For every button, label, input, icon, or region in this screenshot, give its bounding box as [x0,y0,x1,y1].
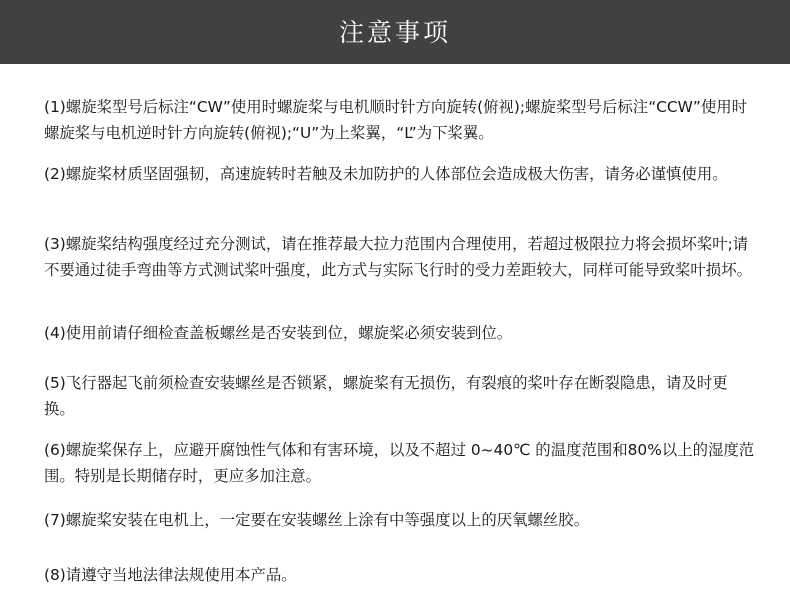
note-item-4: (4)使用前请仔细检查盖板螺丝是否安装到位，螺旋桨必须安装到位。 [44,324,513,342]
note-item-1: (1)螺旋桨型号后标注“CW”使用时螺旋桨与电机顺时针方向旋转(俯视);螺旋桨型号后标注“CCW”使用时螺旋桨与电机逆时针方向旋转(俯视);“U”为上桨翼，“L”为下桨翼。 [44,98,748,142]
note-item-6: (6)螺旋桨保存上，应避开腐蚀性气体和有害环境，以及不超过 0~40℃ 的温度范围和80%以上的湿度范围。特别是长期储存时，更应多加注意。 [44,441,755,485]
note-item-3: (3)螺旋桨结构强度经过充分测试，请在推荐最大拉力范围内合理使用，若超过极限拉力将会损坏桨叶;请不要通过徒手弯曲等方式测试桨叶强度，此方式与实际飞行时的受力差距较大，同样可能导致桨叶损坏。 [44,235,752,279]
note-item-8: (8)请遵守当地法律法规使用本产品。 [44,566,297,584]
note-item-5: (5)飞行器起飞前须检查安装螺丝是否锁紧，螺旋桨有无损伤，有裂痕的桨叶存在断裂隐患，请及时更换。 [44,374,728,418]
page-title: 注意事项 [338,17,451,47]
header-bar [0,0,790,64]
note-item-7: (7)螺旋桨安装在电机上，一定要在安装螺丝上涂有中等强度以上的厌氧螺丝胶。 [44,511,590,529]
notes-list [0,64,790,616]
note-item-2: (2)螺旋桨材质坚固强韧，高速旋转时若触及未加防护的人体部位会造成极大伤害，请务必谨慎使用。 [44,165,728,183]
